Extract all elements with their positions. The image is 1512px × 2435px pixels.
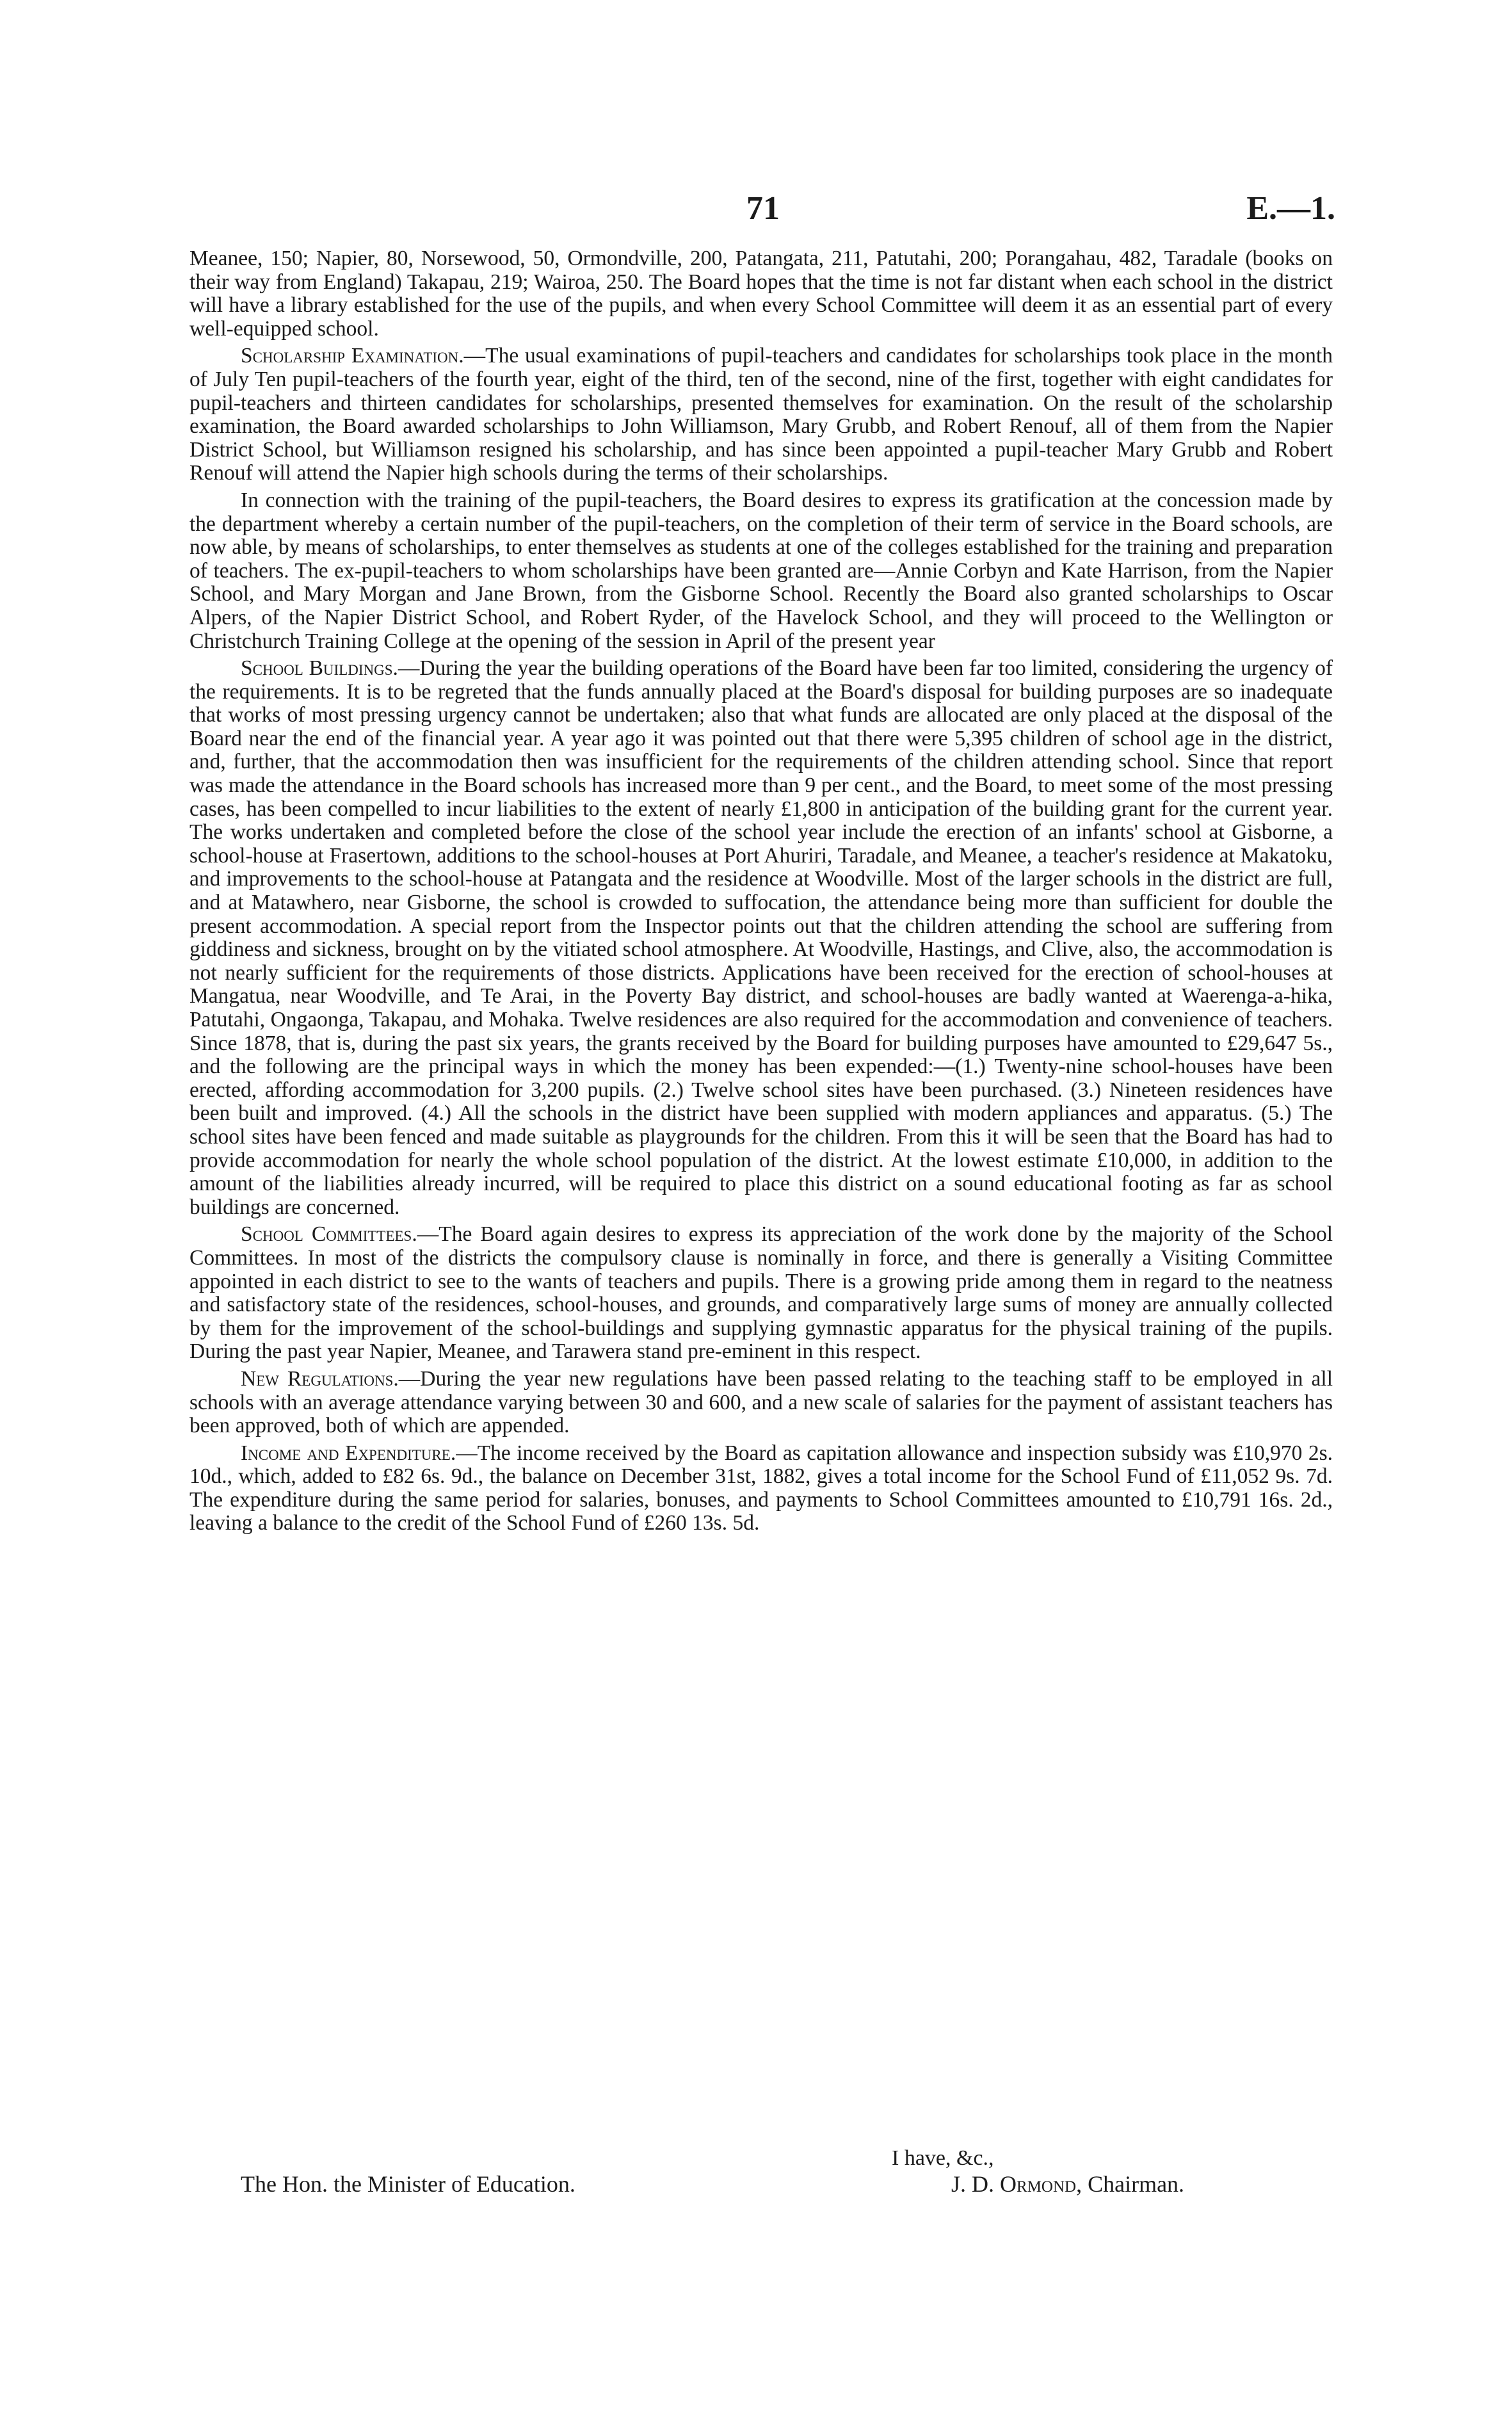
signature-line bbox=[951, 2172, 1184, 2196]
paragraph-libraries bbox=[189, 247, 1333, 341]
page-number: 71 bbox=[746, 190, 780, 227]
paragraph-income-expenditure bbox=[189, 1442, 1333, 1535]
signature-initials: J. D. bbox=[951, 2171, 995, 2197]
section-heading: School Buildings. bbox=[241, 656, 398, 681]
paragraph-text: —The income received by the Board as capitation allowance and inspection subsidy was £10,970 2s. 10d., which, added to £82 6s. 9d., the balance on December 31st, 1882, gives a total income for the School Fund of £11,052 9s. 7d. The expenditure during the same period for salaries, bonuses, and payments to School Committees amounted to £10,791 16s. 2d., leaving a balance to the credit of the School Fund of £260 13s. 5d. bbox=[189, 1441, 1333, 1535]
paragraph-training-colleges bbox=[189, 489, 1333, 653]
page-header bbox=[189, 190, 1335, 228]
paragraph-school-buildings bbox=[189, 657, 1333, 1219]
document-reference: E.—1. bbox=[1246, 190, 1335, 227]
paragraph-scholarship-examination bbox=[189, 344, 1333, 485]
section-heading: Scholarship Examination. bbox=[241, 344, 464, 368]
paragraph-text: —The usual examinations of pupil-teachers and candidates for scholarships took place in the month of July Ten pupil-teachers of the fourth year, eight of the third, ten of the second, nine of the first, together with eight candidates for pupil-teachers and thirteen candidates for scholarships, presented themselves for examination. On the result of the scholarship examination, the Board awarded scholarships to John Williamson, Mary Grubb, and Robert Renouf, all of them from the Napier District School, but Williamson resigned his scholarship, and has since been appointed a pupil-teacher Mary Grubb and Robert Renouf will attend the Napier high schools during the terms of their scholarships. bbox=[189, 344, 1333, 485]
paragraph-new-regulations bbox=[189, 1368, 1333, 1438]
recipient-line: The Hon. the Minister of Education. bbox=[241, 2171, 575, 2197]
section-heading: Income and Expenditure. bbox=[241, 1441, 456, 1465]
section-heading: New Regulations. bbox=[241, 1366, 399, 1391]
paragraph-school-committees bbox=[189, 1223, 1333, 1364]
paragraph-text: Meanee, 150; Napier, 80, Norsewood, 50, Ormondville, 200, Patangata, 211, Patutahi, 200; Porangahau, 482, Taradale (books on their way from England) Takapau, 219; Wairoa, 250. The Board hopes that the time is not far distant when each school in the district will have a library established for the use of the pupils, and when every School Committee will deem it as an essential part of every well-equipped school. bbox=[189, 247, 1333, 341]
section-heading: School Committees. bbox=[241, 1222, 417, 1247]
paragraph-text: In connection with the training of the pupil-teachers, the Board desires to express its gratification at the concession made by the department whereby a certain number of the pupil-teachers, on the completion of their term of service in the Board schools, are now able, by means of scholarships, to enter themselves as students at one of the colleges established for the training and preparation of teachers. The ex-pupil-teachers to whom scholarships have been granted are—Annie Corbyn and Kate Harrison, from the Napier School, and Mary Morgan and Jane Brown, from the Gisborne School. Recently the Board also granted scholarships to Oscar Alpers, of the Napier District School, and Robert Ryder, of the Havelock School, and they will proceed to the Wellington or Christchurch Training College at the opening of the session in April of the present year bbox=[189, 488, 1333, 653]
signature-surname: Ormond bbox=[1000, 2171, 1077, 2197]
closing-salutation: I have, &c., bbox=[892, 2146, 994, 2170]
signature-title: , Chairman. bbox=[1076, 2171, 1185, 2197]
paragraph-text: —The Board again desires to express its appreciation of the work done by the majority of the School Committees. In most of the districts the compulsory clause is nominally in force, and there is generally a Visiting Committee appointed in each district to see to the wants of teachers and pupils. There is a growing pride among them in regard to the neatness and satisfactory state of the residences, school-houses, and grounds, and comparatively large sums of money are annually collected by them for the improvement of the school-buildings and supplying gymnastic apparatus for the physical training of the pupils. During the past year Napier, Meanee, and Tarawera stand pre-eminent in this respect. bbox=[189, 1222, 1333, 1364]
paragraph-text: —During the year the building operations of the Board have been far too limited, considering the urgency of the requirements. It is to be regreted that the funds annually placed at the Board's disposal for building purposes are so inadequate that works of most pressing urgency cannot be undertaken; also that what funds are allocated are only placed at the disposal of the Board near the end of the financial year. A year ago it was pointed out that there were 5,395 children of school age in the district, and, further, that the accommodation then was insufficient for the requirements of the children attending school. Since that report was made the attendance in the Board schools has increased more than 9 per cent., and the Board, to meet some of the most pressing cases, has been compelled to incur liabilities to the extent of nearly £1,800 in anticipation of the building grant for the current year. The works undertaken and completed before the close of the school year include the erection of an infants' school at Gisborne, a school-house at Frasertown, additions to the school-houses at Port Ahuriri, Taradale, and Meanee, a teacher's residence at Makatoku, and improvements to the school-house at Patangata and the residence at Woodville. Most of the larger schools in the district are full, and at Matawhero, near Gisborne, the school is crowded to suffocation, the attendance being more than sufficient for double the present accommodation. A special report from the Inspector points out that the children attending the school are suffering from giddiness and sickness, brought on by the vitiated school atmosphere. At Woodville, Hastings, and Clive, also, the accommodation is not nearly sufficient for the requirements of those districts. Applications have been received for the erection of school-houses at Mangatua, near Woodville, and Te Arai, in the Poverty Bay district, and school-houses are badly wanted at Waerenga-a-hika, Patutahi, Ongaonga, Takapau, and Mohaka. Twelve residences are also required for the accommodation and convenience of teachers. Since 1878, that is, during the past six years, the grants received by the Board for building purposes have amounted to £29,647 5s., and the following are the principal ways in which the money has been expended:—(1.) Twenty-nine school-houses have been erected, affording accommodation for 3,200 pupils. (2.) Twelve school sites have been purchased. (3.) Nineteen residences have been built and improved. (4.) All the schools in the district have been supplied with modern appliances and apparatus. (5.) The school sites have been fenced and made suitable as playgrounds for the children. From this it will be seen that the Board has had to provide accommodation for nearly the whole school population of the district. At the lowest estimate £10,000, in addition to the amount of the liabilities already incurred, will be required to place this district on a sound educational footing as far as school buildings are concerned. bbox=[189, 656, 1333, 1219]
report-body bbox=[189, 247, 1333, 1539]
paragraph-text: —During the year new regulations have been passed relating to the teaching staff to be employed in all schools with an average attendance varying between 30 and 600, and a new scale of salaries for the payment of assistant teachers has been approved, both of which are appended. bbox=[189, 1366, 1333, 1438]
